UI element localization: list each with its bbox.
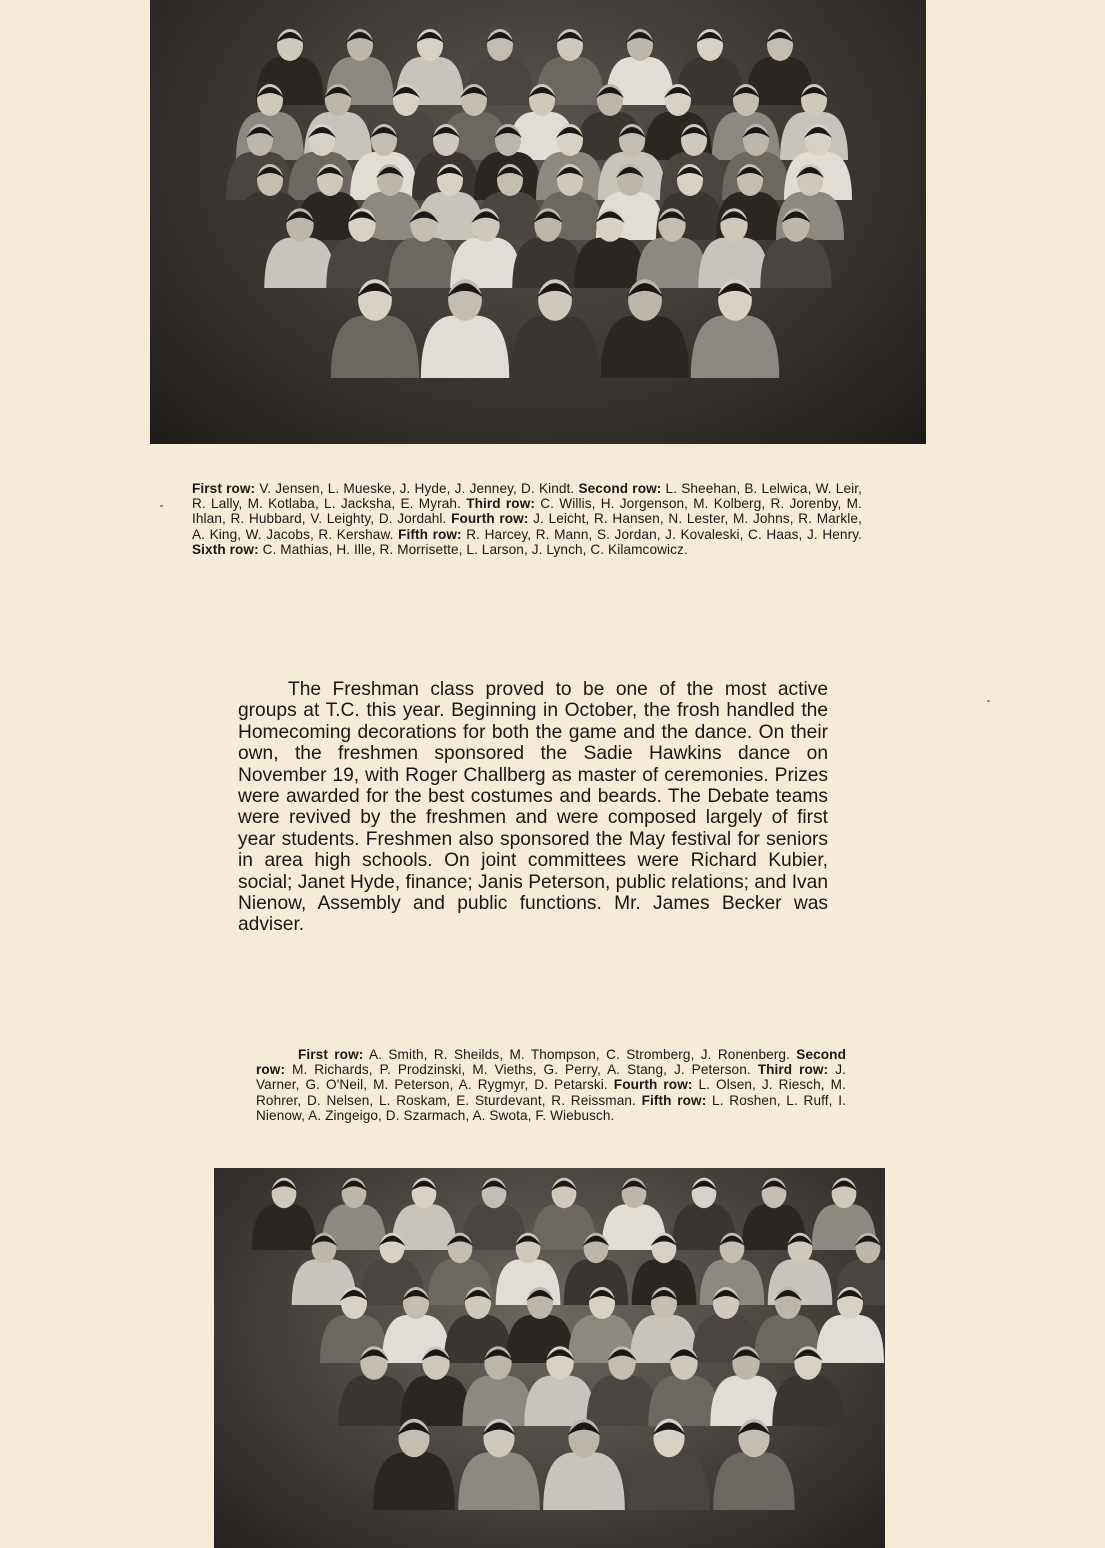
person-body xyxy=(400,1376,471,1426)
person-body xyxy=(462,1376,533,1426)
person-body xyxy=(628,1452,710,1510)
person-body xyxy=(586,1376,657,1426)
person-body xyxy=(338,1376,409,1426)
person-body xyxy=(264,238,335,288)
person-body xyxy=(388,238,459,288)
paper-speck xyxy=(987,700,990,702)
caption-top-row-6: Sixth row: C. Mathias, H. Ille, R. Morrisette, L. Larson, J. Lynch, C. Kilamcowicz. xyxy=(192,541,688,557)
person-body xyxy=(331,316,419,378)
person-body xyxy=(252,1204,317,1250)
person-body xyxy=(816,1315,884,1363)
person-body xyxy=(601,316,689,378)
person-body xyxy=(691,316,779,378)
caption-top-row-5: Fifth row: R. Harcey, R. Mann, S. Jordan, J. Kovaleski, C. Haas, J. Henry. xyxy=(398,526,862,542)
caption-bottom-row-5: Fifth row: L. Roshen, L. Ruff, I. Nienow, A. Zingeigo, D. Szarmach, A. Swota, F. Wiebusch. xyxy=(256,1092,846,1123)
person-body xyxy=(421,316,509,378)
caption-bottom-row-4: Fourth row: L. Olsen, J. Riesch, M. Rohrer, D. Nelsen, L. Roskam, E. Sturdevant, R. Reissman. xyxy=(256,1077,846,1108)
person-body xyxy=(373,1452,455,1510)
person-body xyxy=(648,1376,719,1426)
person-body xyxy=(543,1452,625,1510)
caption-top-row-4: Fourth row: J. Leicht, R. Hansen, N. Lester, M. Johns, R. Markle, A. King, W. Jacobs, R. Kershaw. xyxy=(192,511,862,542)
person-body xyxy=(713,1452,795,1510)
class-description-paragraph: The Freshman class proved to be one of the most active groups at T.C. this year. Beginning in October, the frosh handled the Homecoming decorations for both the game and the dance. On their own, the freshmen sponsored the Sadie Hawkins dance on November 19, with Roger Challberg as master of ceremonies. Prizes were awarded for the best costumes and beards. The Debate teams were revived by the freshmen and were composed largely of first year students. Freshmen also sponsored the May festival for seniors in area high schools. On joint committees were Richard Kubier, social; Janet Hyde, finance; Janis Peterson, public relations; and Ivan Nienow, Assembly and public functions. Mr. James Becker was adviser. xyxy=(238,679,828,936)
person-body xyxy=(710,1376,781,1426)
group-photo-bottom xyxy=(214,1168,885,1548)
caption-bottom-row-3: Third row: J. Varner, G. O'Neil, M. Peterson, A. Rygmyr, D. Petarski. xyxy=(256,1062,846,1093)
person-body xyxy=(760,238,831,288)
person-body xyxy=(511,316,599,378)
person-body xyxy=(574,238,645,288)
person-body xyxy=(512,238,583,288)
paper-speck xyxy=(160,505,163,507)
caption-bottom xyxy=(256,1047,846,1123)
photo-top-people xyxy=(226,29,852,378)
photo-bottom-people xyxy=(252,1178,885,1510)
person-body xyxy=(326,238,397,288)
person-body xyxy=(458,1452,540,1510)
caption-top-row-3: Third row: C. Willis, H. Jorgenson, M. Kolberg, R. Jorenby, M. Ihlan, R. Hubbard, V. Leighty, D. Jordahl. xyxy=(192,496,862,527)
caption-bottom-row-2: Second row: M. Richards, P. Prodzinski, M. Vieths, G. Perry, A. Stang, J. Peterson. xyxy=(256,1047,846,1078)
person-body xyxy=(772,1376,843,1426)
caption-top-row-1: First row: V. Jensen, L. Mueske, J. Hyde, J. Jenney, D. Kindt. xyxy=(192,481,575,496)
group-photo-bottom-figures xyxy=(214,1168,885,1548)
group-photo-top-figures xyxy=(150,0,926,444)
person-body xyxy=(524,1376,595,1426)
caption-top xyxy=(192,481,862,557)
caption-top-row-2: Second row: L. Sheehan, B. Lelwica, W. Leir, R. Lally, M. Kotlaba, L. Jacksha, E. Myrah. xyxy=(192,481,862,512)
caption-bottom-row-1: First row: A. Smith, R. Sheilds, M. Thompson, C. Stromberg, J. Ronenberg. xyxy=(298,1047,790,1062)
group-photo-top xyxy=(150,0,926,444)
